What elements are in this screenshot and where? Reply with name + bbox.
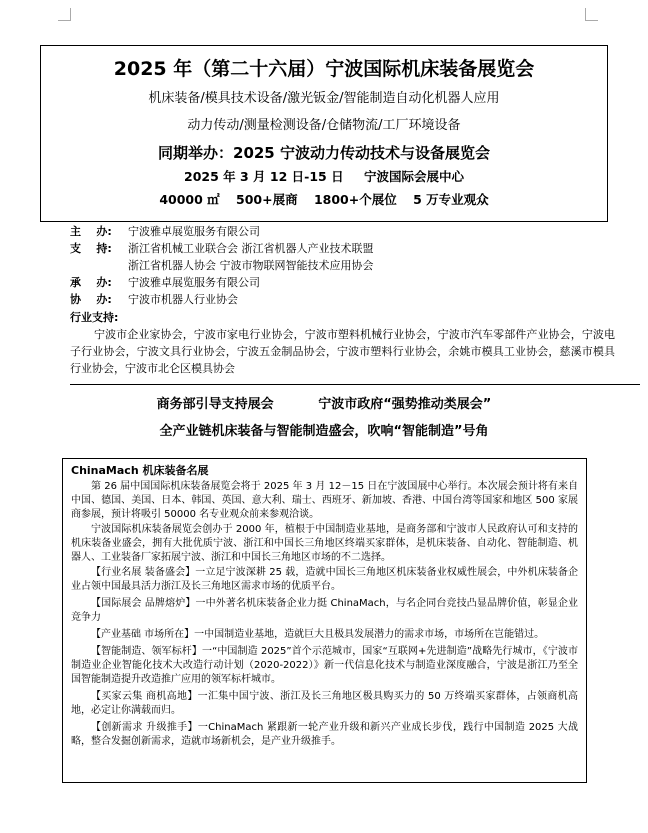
stat-booths: 1800+个展位 <box>313 192 397 207</box>
date-venue-line <box>41 168 607 186</box>
event-date: 2025 年 3 月 12 日-15 日 <box>184 169 344 184</box>
industry-support-list: 宁波市企业家协会，宁波市家电行业协会，宁波市塑料机械行业协会，宁波市汽车零部件产业协会，宁波电子行业协会，宁波文具行业协会，宁波五金制品协会，宁波市塑料行业协会，余姚市模具工业协会，慈溪市模具行业协会，宁波市北仑区模具协会 <box>70 328 615 375</box>
industry-support-title: 行业支持: <box>70 311 119 324</box>
page-title: 2025 年（第二十六届）宁波国际机床装备展览会 <box>113 58 535 80</box>
supporter-value-1: 浙江省机械工业联合会 浙江省机器人产业技术联盟 <box>128 242 374 255</box>
intro-paragraph: 【创新需求 升级推手】一ChinaMach 紧跟新一轮产业升级和新兴产业成长步伐，践行中国制造 2025 大战略，整合发掘创新需求，造就市场新机会，是产业升级推手。 <box>71 722 578 747</box>
intro-paragraph: 【行业名展 装备盛会】一立足宁波深耕 25 载，造就中国长三角地区机床装备业权威性展会，中外机床装备企业占领中国最具活力浙江及长三角地区需求市场的优质平台。 <box>71 567 578 592</box>
organizer-value: 宁波雅卓展览服务有限公司 <box>128 225 260 238</box>
co-organizer-label: 协 办: <box>70 293 112 306</box>
intro-paragraph: 【买家云集 商机高地】一汇集中国宁波、浙江及长三角地区极具购买力的 50 万终端买家群体，占领商机高地，必定让你满载而归。 <box>71 691 578 716</box>
intro-title: ChinaMach 机床装备名展 <box>71 464 209 477</box>
slogan: 全产业链机床装备与智能制造盛会，吹响“智能制造”号角 <box>159 424 489 439</box>
support-line <box>0 396 648 414</box>
crop-mark-top-right <box>585 8 598 21</box>
government-support: 宁波市政府“强势推动类展会” <box>318 397 492 412</box>
supporter-value-2: 浙江省机器人协会 宁波市物联网智能技术应用协会 <box>128 259 374 272</box>
undertaker-value: 宁波雅卓展览服务有限公司 <box>128 276 260 289</box>
concurrent-event: 同期举办：2025 宁波动力传动技术与设备展览会 <box>158 144 490 162</box>
organizer-row <box>70 223 610 240</box>
intro-paragraph: 【国际展会 品牌熔炉】一中外著名机床装备企业力挺 ChinaMach，与名企同台竞技凸显品牌价值，彰显企业竞争力 <box>71 598 578 623</box>
stat-area: 40000 ㎡ <box>159 192 220 207</box>
undertaker-row <box>70 274 610 291</box>
intro-paragraph: 【产业基础 市场所在】一中国制造业基地，造就巨大且极具发展潜力的需求市场，市场所在岂能错过。 <box>91 629 545 640</box>
stat-exhibitors: 500+展商 <box>236 192 298 207</box>
divider <box>70 384 640 385</box>
organizer-label: 主 办: <box>70 225 112 238</box>
stats-line <box>41 191 607 209</box>
header-box <box>40 45 608 222</box>
exhibit-categories-line-2: 动力传动/测量检测设备/仓储物流/工厂环境设备 <box>187 118 461 133</box>
crop-mark-top-left <box>58 8 71 21</box>
supporter-label: 支 持: <box>70 242 112 255</box>
intro-box <box>62 458 587 783</box>
co-organizer-row <box>70 291 610 308</box>
mofcom-support: 商务部引导支持展会 <box>156 397 274 412</box>
undertaker-label: 承 办: <box>70 276 112 289</box>
supporter-row <box>70 240 610 257</box>
organizers-section <box>70 223 615 377</box>
intro-paragraph: 【智能制造、领军标杆】一“中国制造 2025”首个示范城市，国家“互联网+先进制造”战略先行城市，《宁波市制造业企业智能化技术大改造行动计划（2020-2022）》新一代信息化技术与制造业深度融合，宁波是浙江乃至全国智能制造提升改造推广应用的领军标杆城市。 <box>71 646 578 685</box>
exhibit-categories-line-1: 机床装备/模具技术设备/激光钣金/智能制造自动化机器人应用 <box>148 91 500 106</box>
intro-paragraph: 宁波国际机床装备展览会创办于 2000 年，植根于中国制造业基地，是商务部和宁波市人民政府认可和支持的机床装备业盛会，拥有大批优质宁波、浙江和中国长三角地区终端买家群体，是机床装备、自动化、智能制造、机器人、工业装备厂家拓展宁波、浙江和中国长三角地区市场的不二选择。 <box>71 524 578 563</box>
event-venue: 宁波国际会展中心 <box>363 169 464 184</box>
intro-paragraph: 第 26 届中国国际机床装备展览会将于 2025 年 3 月 12－15 日在宁波国展中心举行。本次展会预计将有来自中国、德国、美国、日本、韩国、英国、意大利、瑞士、西班牙、新加坡、香港、中国台湾等国家和地区 500 家展商参展，预计将吸引 50000 名专业观众前来参观洽谈。 <box>71 481 578 520</box>
stat-visitors: 5 万专业观众 <box>413 192 489 207</box>
co-organizer-value: 宁波市机器人行业协会 <box>128 293 238 306</box>
